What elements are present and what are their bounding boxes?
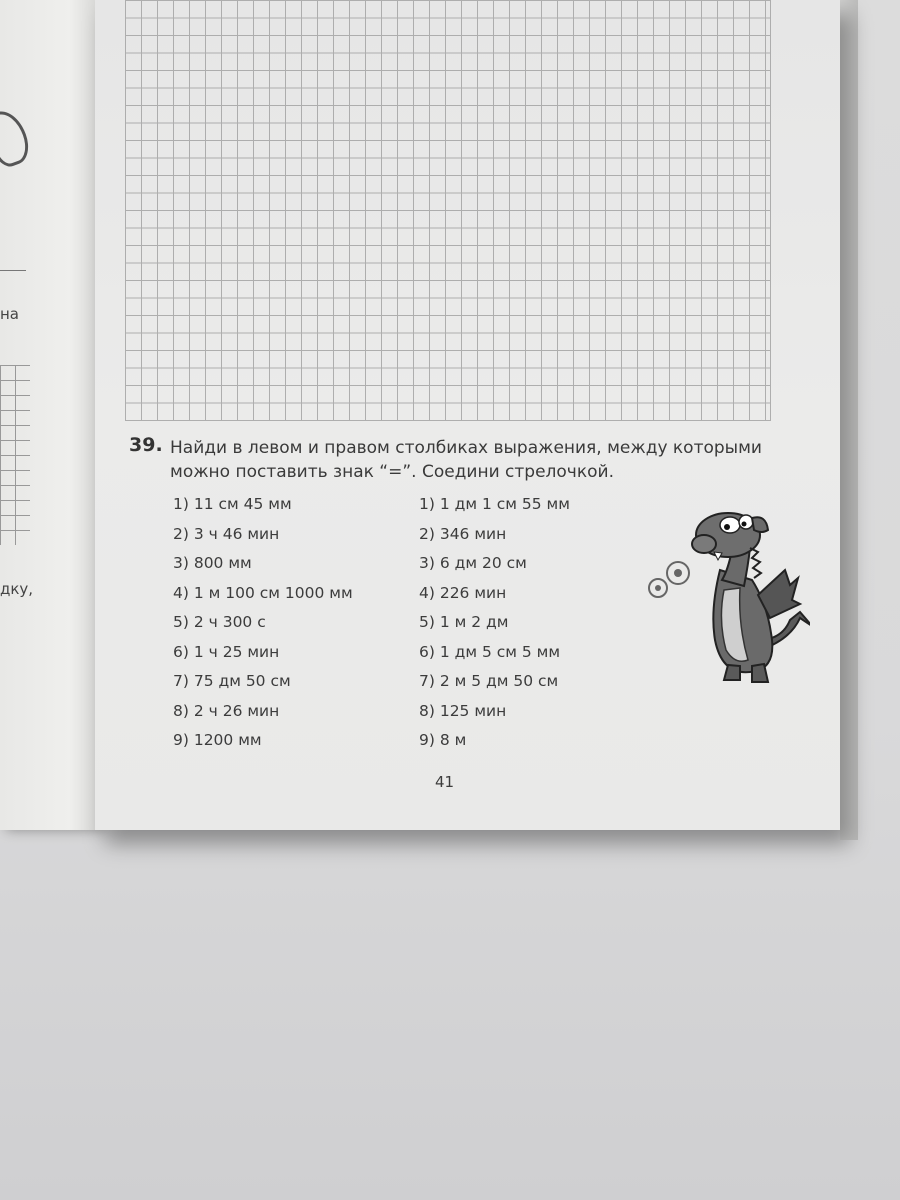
left-item: 5) 2 ч 300 с (173, 613, 266, 631)
squared-grid (125, 0, 771, 421)
right-item: 5) 1 м 2 дм (419, 613, 509, 631)
right-column (419, 495, 570, 761)
right-item: 3) 6 дм 20 см (419, 554, 527, 572)
right-item: 9) 8 м (419, 731, 467, 749)
left-item: 9) 1200 мм (173, 731, 262, 749)
task-instruction: Найди в левом и правом столбиках выражения, между которыми можно поставить знак “=”. Соедини стрелочкой. (170, 438, 762, 482)
page-number: 41 (435, 773, 455, 791)
task-number: 39. (129, 434, 163, 456)
left-page-fragment-1: на (0, 305, 19, 323)
right-item: 8) 125 мин (419, 701, 507, 720)
left-item: 7) 75 дм 50 см (173, 672, 291, 690)
left-item: 1) 11 см 45 мм (173, 495, 292, 513)
right-item: 7) 2 м 5 дм 50 см (419, 672, 559, 690)
right-item: 4) 226 мин (419, 583, 507, 602)
page-edge (840, 0, 858, 840)
left-page (0, 0, 100, 830)
left-item: 8) 2 ч 26 мин (173, 701, 280, 720)
left-item: 6) 1 ч 25 мин (173, 642, 280, 661)
right-item: 2) 346 мин (419, 524, 507, 543)
right-item: 1) 1 дм 1 см 55 мм (419, 495, 570, 513)
left-column (173, 495, 353, 761)
divider (0, 270, 26, 271)
dragon-icon (640, 500, 810, 690)
left-item: 2) 3 ч 46 мин (173, 524, 280, 543)
workbook-page (95, 0, 840, 830)
left-item: 4) 1 м 100 см 1000 мм (173, 583, 353, 602)
left-item: 3) 800 мм (173, 554, 252, 572)
right-item: 6) 1 дм 5 см 5 мм (419, 642, 561, 661)
left-page-fragment-2: дку, (0, 580, 34, 598)
leaf-icon (0, 106, 34, 171)
left-page-grid (0, 365, 30, 545)
